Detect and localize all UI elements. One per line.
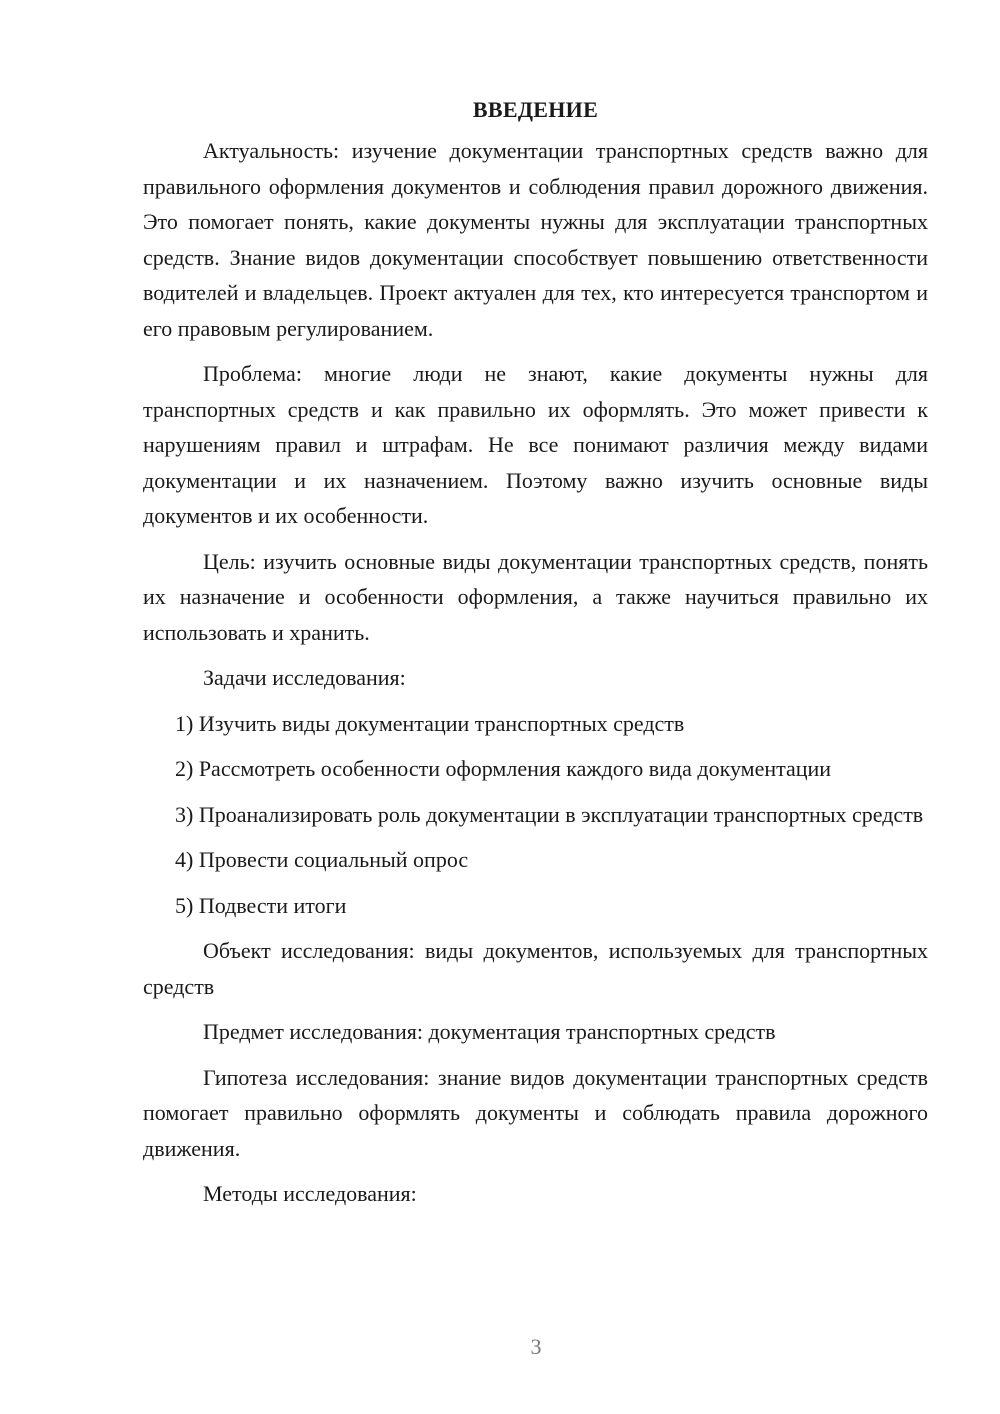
page-number: 3: [530, 1334, 542, 1359]
section-title: ВВЕДЕНИЕ: [472, 97, 599, 122]
relevance-paragraph: Актуальность: изучение документации транспортных средств важно для правильного оформления документов и соблюдения правил дорожного движения. Это помогает понять, какие документы нужны для эксплуатации транспортных средств. Знание видов документации способствует повышению ответственности водителей и владельцев. Проект актуален для тех, кто интересуется транспортом и его правовым регулированием.: [143, 138, 928, 341]
task-item-5: 5) Подвести итоги: [175, 892, 347, 918]
object-paragraph: Объект исследования: виды документов, используемых для транспортных средств: [143, 938, 928, 999]
task-item-4: 4) Провести социальный опрос: [175, 847, 469, 872]
task-item-2: 2) Рассмотреть особенности оформления каждого вида документации: [175, 756, 832, 781]
document-page: [143, 92, 928, 1222]
tasks-heading: Задачи исследования:: [203, 665, 406, 690]
problem-paragraph: Проблема: многие люди не знают, какие документы нужны для транспортных средств и как правильно их оформлять. Это может привести к нарушениям правил и штрафам. Не все понимают различия между видами документации и их назначением. Поэтому важно изучить основные виды документов и их особенности.: [143, 361, 928, 528]
task-item-3: 3) Проанализировать роль документации в эксплуатации транспортных средств: [175, 801, 924, 827]
methods-heading: Методы исследования:: [203, 1181, 417, 1206]
task-item-1: 1) Изучить виды документации транспортных средств: [175, 710, 685, 736]
goal-paragraph: Цель: изучить основные виды документации транспортных средств, понять их назначение и особенности оформления, а также научиться правильно их использовать и хранить.: [143, 548, 928, 645]
hypothesis-paragraph: Гипотеза исследования: знание видов документации транспортных средств помогает правильно оформлять документы и соблюдать правила дорожного движения.: [143, 1064, 928, 1161]
subject-paragraph: Предмет исследования: документация транспортных средств: [203, 1019, 776, 1044]
